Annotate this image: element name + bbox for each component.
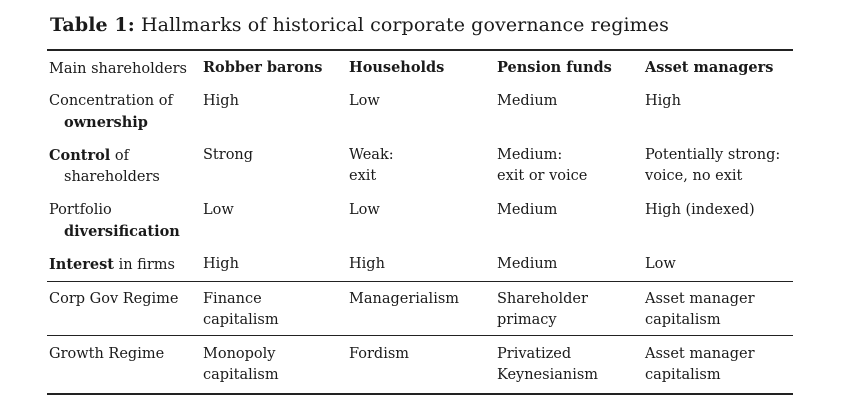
cell-control-pension-funds [497, 145, 587, 187]
cell-line: Asset manager [645, 291, 755, 307]
cell-growth-asset-managers [645, 344, 755, 386]
row-label-line: Concentration of [49, 93, 173, 109]
cell-line: voice, no exit [645, 168, 743, 184]
top-rule [47, 49, 793, 51]
cell-line: capitalism [645, 312, 721, 328]
cell-corpgov-pension-funds [497, 289, 588, 331]
row-label-interest [49, 254, 175, 276]
cell-growth-pension-funds [497, 344, 598, 386]
mid-rule-2 [47, 335, 793, 336]
cell-concentration-asset-managers: High [645, 93, 681, 109]
cell-growth-robber-barons [203, 344, 279, 386]
bottom-rule [47, 393, 793, 395]
row-label-rest: of [110, 148, 129, 164]
cell-concentration-households: Low [349, 93, 380, 109]
cell-line: Weak: [349, 147, 394, 163]
row-label-growth: Growth Regime [49, 346, 165, 362]
row-label-line-emph: diversification [64, 223, 180, 240]
cell-line: Monopoly [203, 346, 276, 362]
cell-interest-robber-barons: High [203, 256, 239, 272]
cell-corpgov-asset-managers [645, 289, 755, 331]
row-label-portfolio [49, 200, 180, 242]
cell-portfolio-households: Low [349, 202, 380, 218]
cell-line: capitalism [203, 312, 279, 328]
header-row-label: Main shareholders [49, 61, 187, 77]
cell-line: Keynesianism [497, 367, 599, 383]
row-label-control [49, 145, 160, 188]
row-label-line [49, 145, 160, 167]
row-label-line-emph: ownership [64, 114, 148, 131]
cell-interest-pension-funds: Medium [497, 256, 558, 272]
header-asset-managers: Asset managers [645, 59, 774, 76]
cell-line: Privatized [497, 346, 572, 362]
cell-control-households [349, 145, 394, 187]
row-label-corp-gov: Corp Gov Regime [49, 291, 179, 307]
row-label-rest: in firms [113, 257, 175, 273]
table-caption-label: Table 1: [50, 14, 135, 36]
cell-line: capitalism [645, 367, 721, 383]
cell-corpgov-robber-barons [203, 289, 279, 331]
cell-line: Asset manager [645, 346, 755, 362]
cell-line: Medium: [497, 147, 563, 163]
row-label-concentration [49, 91, 173, 133]
cell-growth-households: Fordism [349, 346, 410, 362]
cell-interest-asset-managers: Low [645, 256, 676, 272]
table-caption [50, 14, 669, 36]
row-label-emph: Interest [49, 256, 114, 273]
cell-line: Finance [203, 291, 262, 307]
mid-rule-1 [47, 281, 793, 282]
cell-line: Potentially strong: [645, 147, 781, 163]
cell-concentration-robber-barons: High [203, 93, 239, 109]
cell-line: exit [349, 168, 377, 184]
cell-control-asset-managers [645, 145, 780, 187]
cell-portfolio-pension-funds: Medium [497, 202, 558, 218]
cell-line: capitalism [203, 367, 279, 383]
row-label-emph: Control [49, 147, 111, 164]
cell-line: primacy [497, 312, 557, 328]
cell-concentration-pension-funds: Medium [497, 93, 558, 109]
header-robber-barons: Robber barons [203, 59, 323, 76]
row-label-line: shareholders [64, 169, 160, 185]
cell-portfolio-robber-barons: Low [203, 202, 234, 218]
cell-portfolio-asset-managers: High (indexed) [645, 202, 755, 218]
cell-line: exit or voice [497, 168, 588, 184]
cell-interest-households: High [349, 256, 385, 272]
cell-corpgov-households: Managerialism [349, 291, 460, 307]
cell-control-robber-barons: Strong [203, 147, 254, 163]
header-households: Households [349, 59, 445, 76]
cell-line: Shareholder [497, 291, 588, 307]
row-label-line: Portfolio [49, 202, 112, 218]
table-caption-title: Hallmarks of historical corporate governance regimes [141, 14, 669, 36]
header-pension-funds: Pension funds [497, 59, 612, 76]
